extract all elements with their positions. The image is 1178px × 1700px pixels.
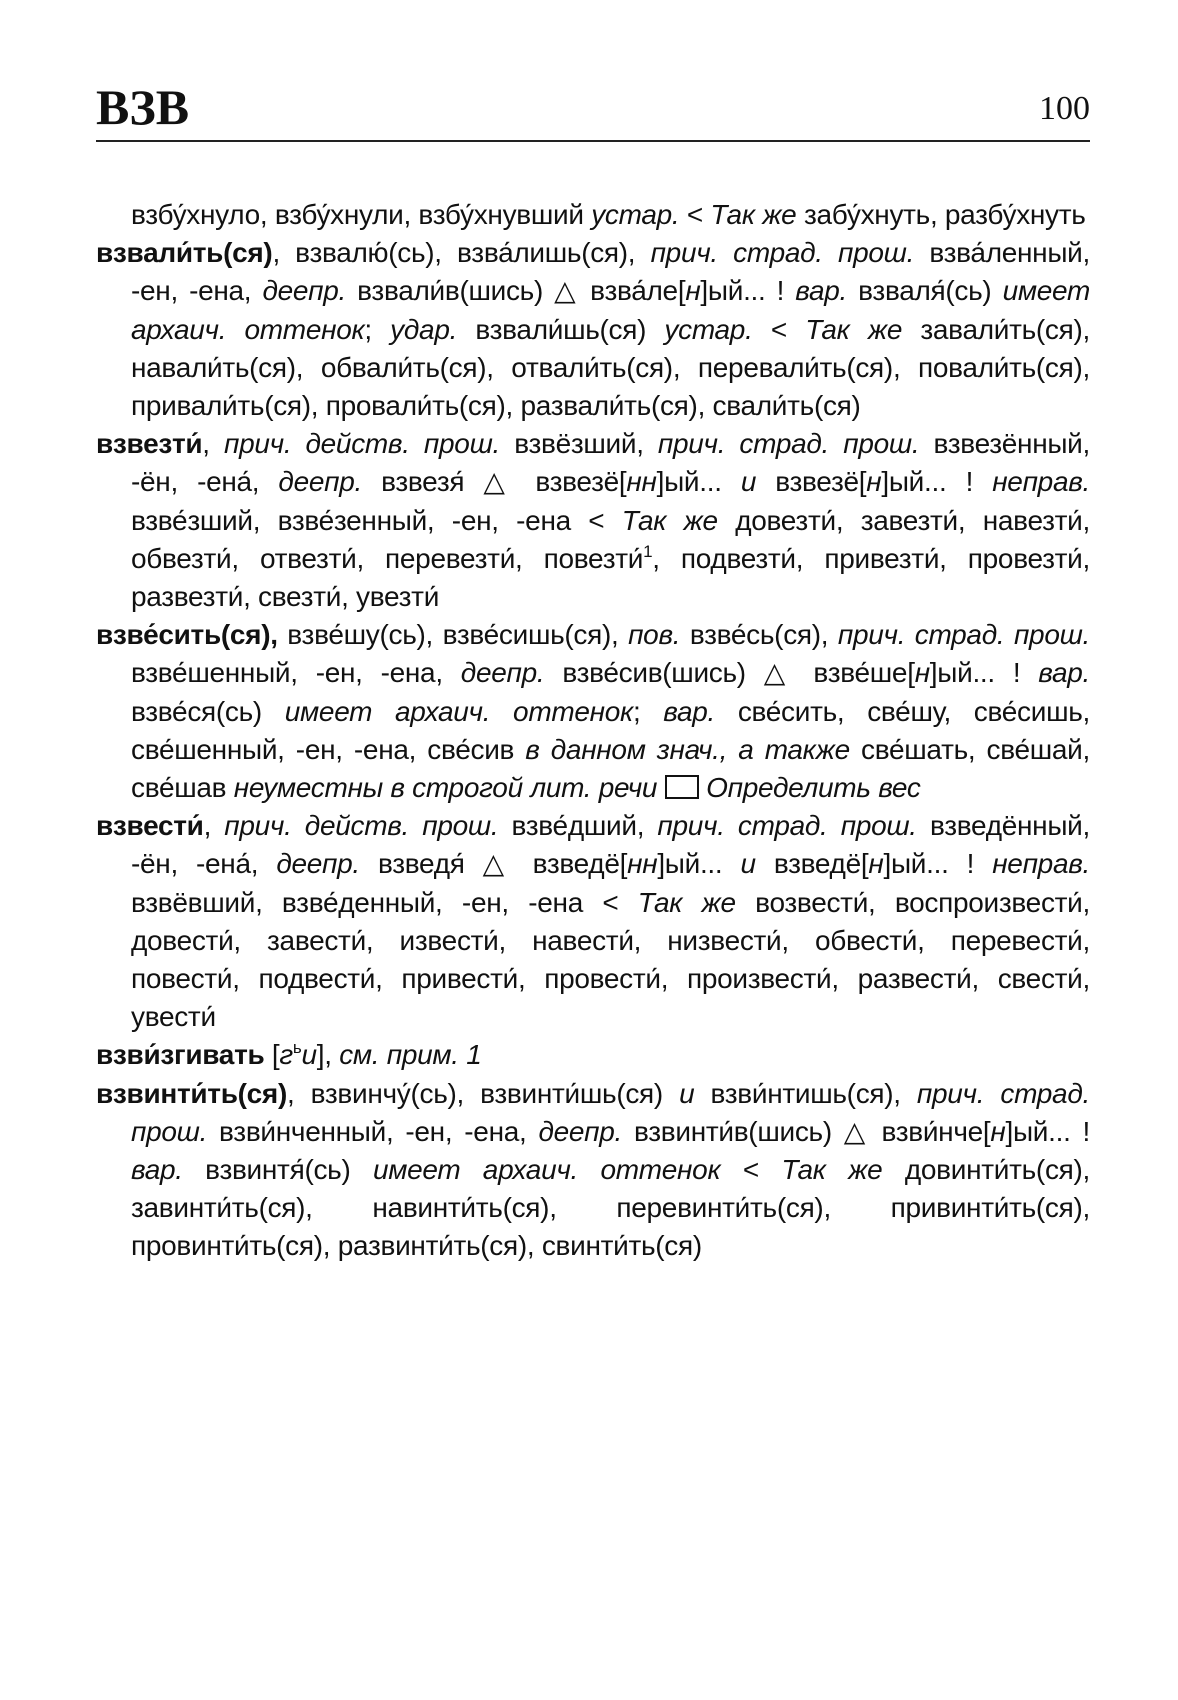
- grammar-label: прич. страд. прош.: [657, 428, 920, 460]
- entry-text: ],: [316, 1039, 340, 1071]
- entry-text: ]ый... !: [700, 275, 796, 307]
- entry-text: взваля́(сь): [847, 275, 1003, 307]
- grammar-label: Так же: [710, 199, 797, 230]
- grammar-label: вар.: [795, 275, 848, 307]
- entry-text: взвали́в(шись) △ взва́ле[: [346, 275, 686, 307]
- entry-text: взве́ся(сь): [131, 695, 285, 727]
- entry-text: взвинтя́(сь): [182, 1154, 373, 1186]
- entry-text: , взвалю́(сь), взва́лишь(ся),: [272, 237, 651, 269]
- grammar-label: н: [914, 657, 930, 689]
- header-rule: [96, 140, 1090, 142]
- grammar-label: в данном знач., а также: [525, 733, 850, 765]
- dictionary-entry: [96, 807, 1090, 1036]
- grammar-label: и: [679, 1077, 695, 1109]
- entry-text: взве́шу(сь), взве́сишь(ся),: [277, 619, 629, 651]
- entry-text: све́шать, све́шай, све́шав: [131, 733, 1091, 804]
- grammar-label: неправ.: [992, 848, 1091, 880]
- grammar-label: деепр.: [538, 1115, 623, 1147]
- grammar-label: деепр.: [262, 275, 347, 307]
- grammar-label: Определить вес: [706, 772, 921, 804]
- grammar-label: пов.: [628, 619, 681, 651]
- grammar-label: деепр.: [276, 848, 360, 880]
- entry-text: взве́сив(шись) △ взве́ше[: [544, 657, 915, 689]
- entry-text: взбу́хнуло, взбу́хнули, взбу́хнувший: [131, 199, 592, 230]
- headword: взвезти́: [96, 428, 203, 460]
- headword: взвали́ть(ся): [96, 237, 273, 269]
- dictionary-entry: [96, 1075, 1090, 1266]
- entry-text: ]ый...: [656, 466, 741, 498]
- grammar-label: н: [866, 466, 882, 498]
- entry-text: взвали́шь(ся): [457, 313, 665, 345]
- dictionary-entry: [96, 1036, 1090, 1074]
- entry-text: ;: [364, 313, 391, 345]
- grammar-label: прич. страд. прош.: [131, 1077, 1090, 1147]
- entry-text: взва́ленный, -ен, -ена,: [131, 237, 1090, 307]
- grammar-label: и: [740, 466, 757, 498]
- entry-text: [657, 772, 664, 803]
- entry-text: <: [679, 199, 711, 230]
- dictionary-entry: [96, 616, 1090, 807]
- grammar-label: неуместны в строгой лит. речи: [233, 772, 658, 804]
- guide-word-heading: ВЗВ: [96, 79, 190, 135]
- entry-text: завали́ть(ся), навали́ть(ся), обвали́ть(ся), отвали́ть(ся), перевали́ть(ся), повали́ть(ся), привали́ть(ся), провали́ть(ся), развали́ть(ся), свали́ть(ся): [131, 313, 1090, 422]
- grammar-label: имеет архаич. оттенок: [372, 1154, 721, 1186]
- entry-text: све́сить, све́шу, све́сишь, све́шенный, -ен, -ена, све́сив: [131, 695, 1091, 765]
- entry-text: <: [752, 313, 806, 345]
- grammar-label: Так же: [805, 313, 903, 345]
- headword: взве́сить(ся),: [96, 619, 278, 651]
- headword: взвинти́ть(ся): [96, 1077, 287, 1109]
- grammar-label: Так же: [621, 504, 718, 536]
- grammar-label: и: [301, 1039, 317, 1071]
- entry-text: довинти́ть(ся), завинти́ть(ся), навинти́ть(ся), перевинти́ть(ся), привинти́ть(ся), провинти́ть(ся), развинти́ть(ся), свинти́ть(ся): [131, 1154, 1091, 1262]
- grammar-label: Так же: [781, 1154, 883, 1186]
- entry-text: взвезё[: [756, 466, 867, 498]
- entry-text: довезти́, завезти́, навезти́, обвезти́, отвезти́, перевезти́, повезти́: [131, 504, 1090, 574]
- entry-text: ,: [203, 810, 225, 842]
- entry-text: ,: [202, 428, 224, 460]
- entry-text: взвёвший, взве́денный, -ен, -ена <: [131, 886, 638, 918]
- grammar-label: имеет архаич. оттенок: [131, 275, 1091, 345]
- grammar-label: Так же: [637, 886, 736, 918]
- entry-text: взве́шенный, -ен, -ена,: [131, 657, 461, 689]
- entry-text: ]ый... !: [881, 466, 993, 498]
- grammar-label: вар.: [1038, 657, 1091, 689]
- entry-text: ]ый... !: [883, 848, 993, 880]
- entry-text: взвезя́ △ взвезё[: [362, 466, 627, 498]
- entry-text: , подвезти́, привезти́, провезти́, развезти́, свезти́, увезти́: [131, 542, 1090, 613]
- headword: взви́згивать: [96, 1039, 265, 1071]
- grammar-label: прич. страд. прош.: [657, 810, 917, 842]
- grammar-label: деепр.: [460, 657, 545, 689]
- dictionary-entry: [96, 425, 1090, 616]
- entry-text: забу́хнуть, разбу́хнуть: [796, 199, 1086, 230]
- grammar-label: г: [279, 1039, 293, 1071]
- entry-text: взвинти́в(шись) △ взви́нче[: [622, 1115, 991, 1147]
- entry-text: взведённый, -ён, -ена́,: [131, 810, 1090, 880]
- grammar-label: вар.: [131, 1154, 183, 1186]
- entry-text: ]ый... !: [929, 657, 1039, 689]
- square-icon: [665, 775, 699, 799]
- entry-text: [: [264, 1039, 280, 1071]
- entry-text: ]ый...: [657, 848, 741, 880]
- grammar-label: н: [868, 848, 884, 880]
- entry-text: взве́сь(ся),: [680, 619, 838, 651]
- entry-text: ]ый... !: [1005, 1115, 1090, 1147]
- grammar-label: имеет архаич. оттенок: [284, 695, 633, 727]
- grammar-label: н: [990, 1115, 1006, 1147]
- headword: взвести́: [96, 810, 204, 842]
- entry-text: ;: [632, 695, 664, 727]
- grammar-label: прич. действ. прош.: [223, 428, 500, 460]
- grammar-label: см. прим. 1: [339, 1039, 482, 1071]
- grammar-label: прич. страд. прош.: [837, 619, 1091, 651]
- entry-text: , взвинчу́(сь), взвинти́шь(ся): [286, 1077, 680, 1109]
- entry-text: взвёзший,: [500, 428, 658, 460]
- entry-text: взви́нтишь(ся),: [694, 1077, 917, 1109]
- grammar-label: нн: [626, 466, 657, 498]
- entry-text: взве́зший, взве́зенный, -ен, -ена <: [131, 504, 622, 536]
- grammar-label: неправ.: [992, 466, 1091, 498]
- entry-text: <: [720, 1154, 782, 1186]
- grammar-label: и: [740, 848, 756, 880]
- entry-text: взвезённый, -ён, -ена́,: [131, 428, 1091, 498]
- grammar-label: нн: [627, 848, 658, 880]
- grammar-label: прич. действ. прош.: [224, 810, 499, 842]
- superscript: ь: [292, 1038, 302, 1058]
- superscript: 1: [643, 541, 653, 561]
- entry-continuation: [96, 196, 1090, 234]
- entry-text: взведё[: [755, 848, 869, 880]
- dictionary-entry: [96, 234, 1090, 425]
- grammar-label: н: [685, 275, 701, 307]
- grammar-label: удар.: [390, 313, 458, 345]
- grammar-label: устар.: [591, 199, 680, 230]
- grammar-label: деепр.: [278, 466, 362, 498]
- dictionary-body: [96, 196, 1090, 1266]
- entry-text: возвести́, воспроизвести́, довести́, завести́, извести́, навести́, низвести́, обвести́, перевести́, повести́, подвести́, привести́, провести́, произвести́, развести́, свести́, увести́: [131, 886, 1090, 1033]
- entry-text: взви́нченный, -ен, -ена,: [207, 1115, 539, 1147]
- grammar-label: вар.: [663, 695, 715, 727]
- entry-text: взведя́ △ взведё[: [359, 848, 628, 880]
- entry-text: взве́дший,: [498, 810, 658, 842]
- grammar-label: устар.: [664, 313, 753, 345]
- page-number: 100: [1039, 90, 1090, 127]
- grammar-label: прич. страд. прош.: [650, 237, 915, 269]
